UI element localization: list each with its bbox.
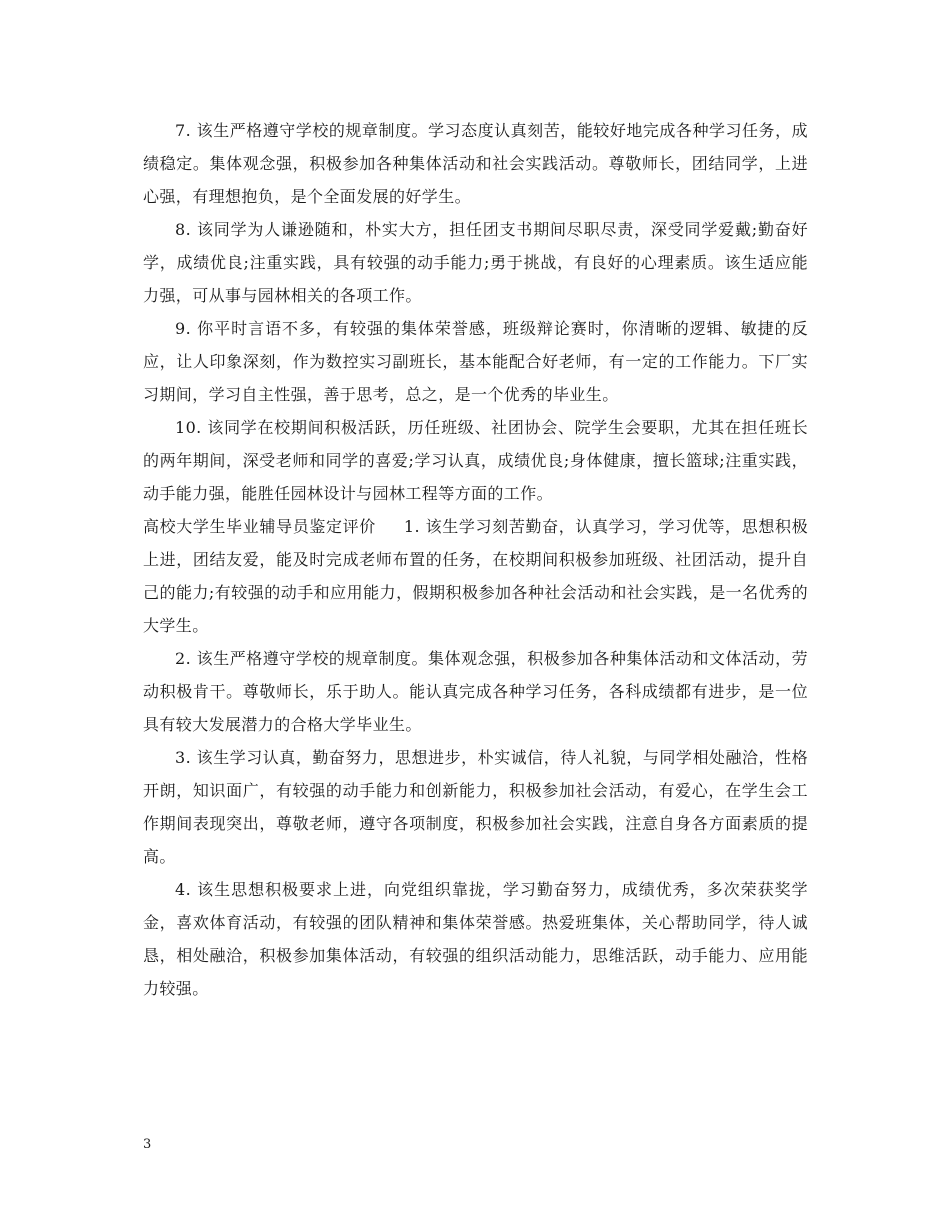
page-number: 3 <box>143 1137 152 1152</box>
document-body <box>143 114 808 1005</box>
section-item-2: 2. 该生严格遵守学校的规章制度。集体观念强，积极参加各种集体活动和文体活动，劳动积极肯干。尊敬师长，乐于助人。能认真完成各种学习任务，各科成绩都有进步，是一位具有较大发展潜力的合格大学毕业生。 <box>143 649 808 734</box>
section-item-4: 4. 该生思想积极要求上进，向党组织靠拢，学习勤奋努力，成绩优秀，多次荣获奖学金，喜欢体育活动，有较强的团队精神和集体荣誉感。热爱班集体，关心帮助同学，待人诚恳，相处融洽，积极参加集体活动，有较强的组织活动能力，思维活跃，动手能力、应用能力较强。 <box>143 880 808 998</box>
section-heading-paragraph <box>143 510 808 642</box>
paragraph-item-10: 10. 该同学在校期间积极活跃，历任班级、社团协会、院学生会要职，尤其在担任班长的两年期间，深受老师和同学的喜爱;学习认真，成绩优良;身体健康，擅长篮球;注重实践，动手能力强，能胜任园林设计与园林工程等方面的工作。 <box>143 418 808 503</box>
paragraph-item-9: 9. 你平时言语不多，有较强的集体荣誉感，班级辩论赛时，你清晰的逻辑、敏捷的反应，让人印象深刻，作为数控实习副班长，基本能配合好老师，有一定的工作能力。下厂实习期间，学习自主性强，善于思考，总之，是一个优秀的毕业生。 <box>143 319 808 404</box>
section-item-3: 3. 该生学习认真，勤奋努力，思想进步，朴实诚信，待人礼貌，与同学相处融洽，性格开朗，知识面广，有较强的动手能力和创新能力，积极参加社会活动，有爱心，在学生会工作期间表现突出，尊敬老师，遵守各项制度，积极参加社会实践，注意自身各方面素质的提高。 <box>143 748 808 866</box>
section-title: 高校大学生毕业辅导员鉴定评价 <box>143 517 376 536</box>
section-item-1: 1. 该生学习刻苦勤奋，认真学习，学习优等，思想积极上进，团结友爱，能及时完成老师布置的任务，在校期间积极参加班级、社团活动，提升自己的能力;有较强的动手和应用能力，假期积极参加各种社会活动和社会实践，是一名优秀的大学生。 <box>143 517 808 635</box>
paragraph-item-8: 8. 该同学为人谦逊随和，朴实大方，担任团支书期间尽职尽责，深受同学爱戴;勤奋好学，成绩优良;注重实践，具有较强的动手能力;勇于挑战，有良好的心理素质。该生适应能力强，可从事与园林相关的各项工作。 <box>143 220 808 305</box>
paragraph-item-7: 7. 该生严格遵守学校的规章制度。学习态度认真刻苦，能较好地完成各种学习任务，成绩稳定。集体观念强，积极参加各种集体活动和社会实践活动。尊敬师长，团结同学，上进心强，有理想抱负，是个全面发展的好学生。 <box>143 121 808 206</box>
